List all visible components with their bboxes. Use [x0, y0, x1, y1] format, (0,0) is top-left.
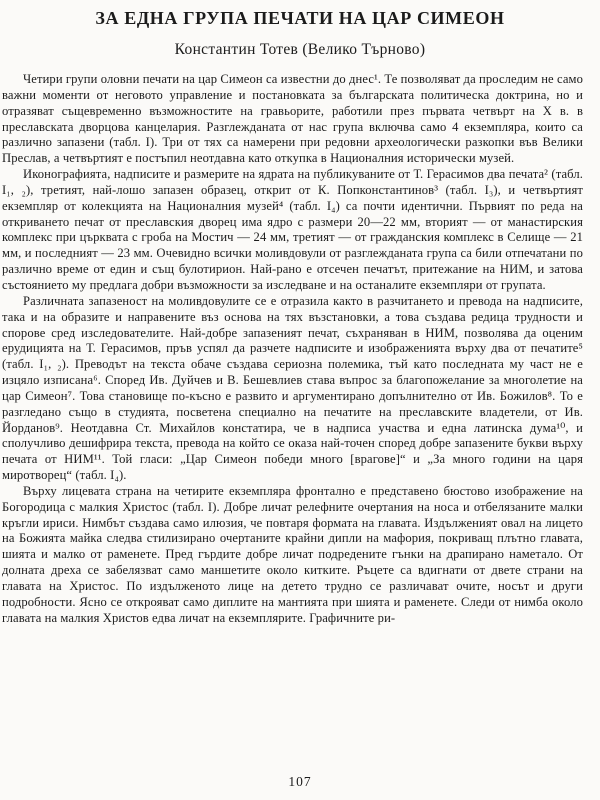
paragraph-4: Върху лицевата страна на четирите екземпляра фронтално е представено бюстово изображение на Богородица с малкия Христос (табл. I). Добре личат релефните очертания на носа и отбелязаните малки кръгли ириси. Нимбът създава само илюзия, че повтаря формата на главата. Издълженият овал на лицето на Божията майка следва стилизирано очертаните крайни дипли на мафория, покриващ плътно главата, шията и малко от раменете. Пред гърдите добре личат подредените гънки на драпирано наметало. От долната дреха се забелязват само маншетите около китките. Ръцете са вдигнати от двете страни на главата на Христос. По издълженото лице на детето трудно се различават очите, носът и други подробности. Ясно се открояват само диплите на мантията при шията и раменете. Следи от нимба около главата на малкия Христов едва личат на екземплярите. Графичните ри- [2, 483, 583, 625]
page-title: ЗА ЕДНА ГРУПА ПЕЧАТИ НА ЦАР СИМЕОН [95, 8, 505, 28]
paragraph-2: Иконографията, надписите и размерите на ядрата на публикуваните от Т. Герасимов два печата² (табл. I₁, ₂), третият, най-лошо запазен образец, открит от К. Попконстантинов³ (табл. I₃), и четвъртият екземпляр от колекцията на Националния музей⁴ (табл. I₄) са почти идентични. Първият по реда на откриването печат от преславския дворец има ядро с размери 20—22 мм, вторият — от манастирския комплекс при църквата с гроба на Мостич — 24 мм, третият — от гражданския комплекс в Селище — 21 мм, и последният — 23 мм. Очевидно всички моливдовули от разглежданата група са били отпечатани по различно време от един и същ булотирион. Най-рано е отсечен печатът, притежание на НИМ, и затова състоянието му предлага добри възможности за изследване и на останалите екземпляри от групата. [2, 167, 583, 292]
author-line: Константин Тотев (Велико Търново) [174, 41, 426, 58]
paragraph-3: Различната запазеност на моливдовулите се е отразила както в разчитането и превода на надписите, така и на образите и направените въз основа на тях възстановки, а това създава редица трудности и спорове сред изследователите. Най-добре запазеният печат, съхраняван в НИМ, позволява да оценим ерудицията на Т. Герасимов, пръв успял да разчете надписите и изображенията върху два от печатите⁵ (табл. I₁, ₂). Преводът на текста обаче създава сериозна полемика, тъй като последната му част не е изцяло изписана⁶. Според Ив. Дуйчев и В. Бешевлиев става въпрос за благопожелание за многолетие на цар Симеон⁷. Това становище по-късно е развито и аргументирано допълнително от Ив. Божилов⁸. То е разгледано също в студията, посветена специално на печатите на преславските владетели, от Ив. Йорданов⁹. Неотдавна Ст. Михайлов констатира, че в надписа участва и една латинска дума¹⁰, и сполучливо дешифрира текста, превода на който се оказа най-точен според добре запазените букви върху печата от НИМ¹¹. Той гласи: „Цар Симеон победи много [врагове]“ и „За много години на царя миротворец“ (табл. I₄). [2, 293, 583, 483]
paragraph-1: Четири групи оловни печати на цар Симеон са известни до днес¹. Те позволяват да проследим не само важни моменти от неговото управление и постановката за българската политическа доктрина, но и отразяват същевременно възможностите на гравьорите, работили през първата четвърт на X в. в преславската дворцова канцелария. Разглежданата от нас група включва само 4 екземпляра, които са различно запазени (табл. I). Три от тях са намерени при редовни археологически разкопки във Велики Преслав, а четвъртият е постъпил неотдавна като откупка в Националния исторически музей. [2, 72, 583, 166]
page-number: 107 [288, 774, 312, 789]
article-body [0, 72, 600, 627]
